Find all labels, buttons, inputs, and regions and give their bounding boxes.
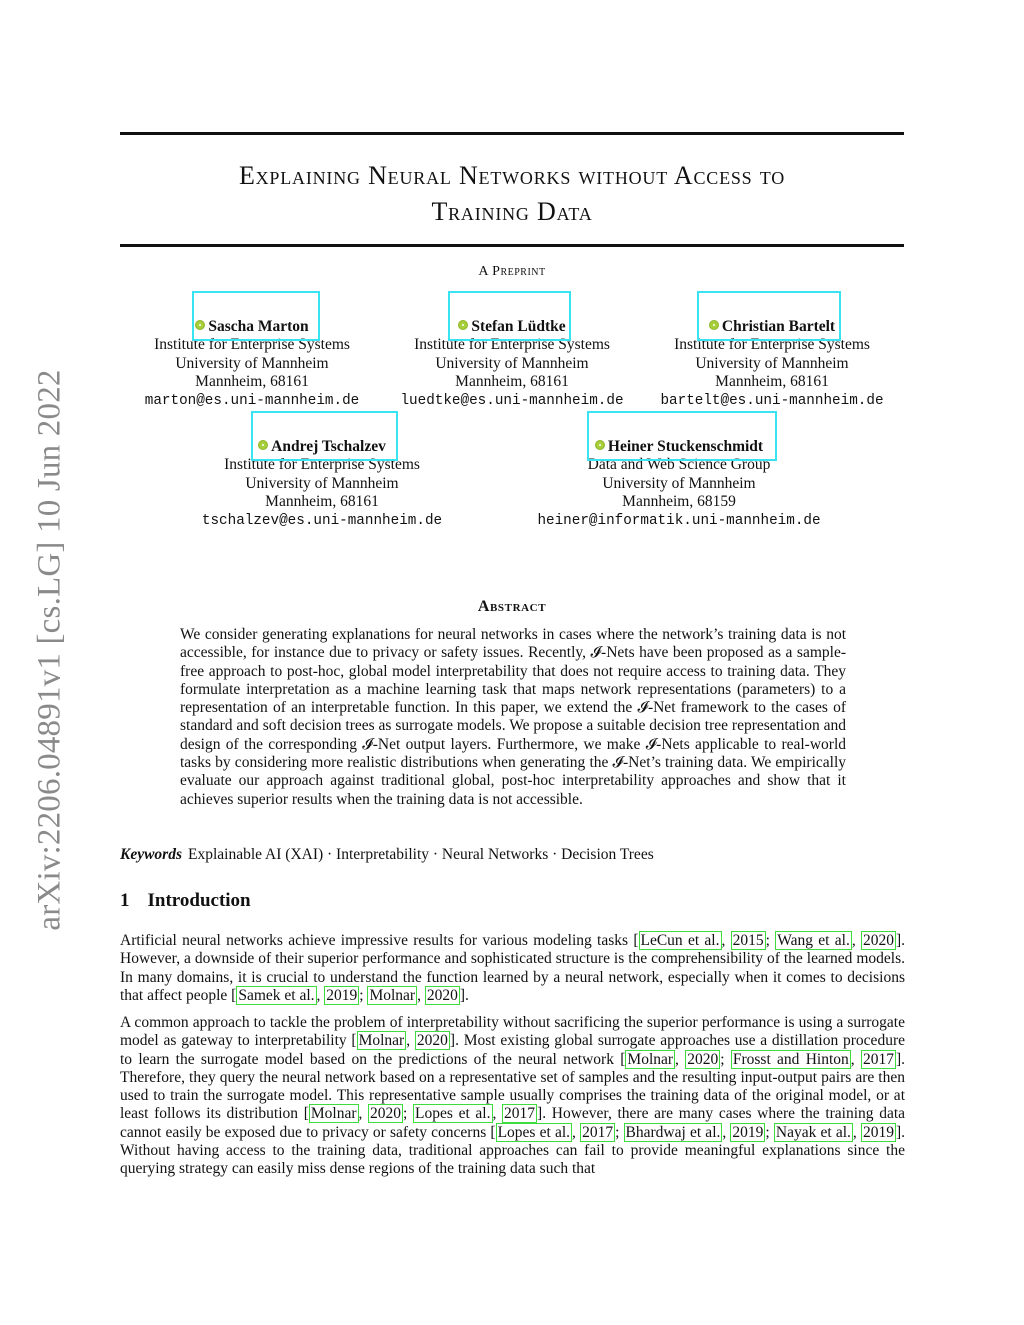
author-city: Mannheim, 68161 bbox=[195, 373, 309, 391]
author-university: University of Mannheim bbox=[175, 354, 329, 372]
paragraph-text: ]. However, there are many cases where the training data cannot easily be exposed due to privacy or safety concerns [ bbox=[120, 1105, 906, 1141]
citation-link[interactable]: Samek et al. bbox=[238, 986, 315, 1004]
paragraph-text: ]. Without having access to the training data, traditional approaches can fail to provide meaningful explanations since the querying strategy can easily miss dense regions of the training data such that bbox=[120, 1123, 906, 1178]
paragraph-text: ; bbox=[615, 1123, 624, 1141]
author-name[interactable]: Andrej Tschalzev bbox=[271, 438, 386, 455]
intro-paragraph-2 bbox=[120, 1014, 905, 1179]
author-university: University of Mannheim bbox=[695, 354, 849, 372]
citation-link[interactable]: Molnar bbox=[310, 1105, 357, 1123]
author-university: University of Mannheim bbox=[435, 354, 589, 372]
citation-link[interactable]: Molnar bbox=[358, 1032, 405, 1050]
citation-link[interactable]: 2019 bbox=[326, 986, 358, 1004]
citation-link[interactable]: Frosst and Hinton bbox=[732, 1050, 849, 1068]
citation-link[interactable]: 2015 bbox=[732, 932, 764, 949]
paragraph-text: ; bbox=[765, 1123, 774, 1141]
citation-link[interactable]: Lopes et al. bbox=[415, 1105, 491, 1123]
abstract-text: We consider generating explanations for neural networks in cases where the network’s training data is not accessible, for instance due to privacy or safety issues. Recently, 𝓘-Nets have been proposed as a sample-free approach to post-hoc, global model interpretability that does not require access to training data. They formulate interpretation as a machine learning task that maps network representations (parameters) to a representation of an interpretable function. In this paper, we extend the 𝓘-Net framework to the cases of standard and soft decision trees as surrogate models. We propose a suitable decision tree representation and design of the corresponding 𝓘-Net output layers. Furthermore, we make 𝓘-Nets applicable to real-world tasks by considering more realistic distributions when generating the 𝓘-Net’s training data. We empirically evaluate our approach against traditional global, post-hoc interpretability approaches and show that it achieves superior results when the training data is not accessible. bbox=[180, 626, 846, 808]
author-email[interactable]: tschalzev@es.uni-mannheim.de bbox=[201, 512, 443, 529]
citation-link[interactable]: 2020 bbox=[370, 1105, 402, 1123]
author-email[interactable]: luedtke@es.uni-mannheim.de bbox=[400, 392, 624, 409]
citation-link[interactable]: 2020 bbox=[426, 986, 458, 1004]
paragraph-text: , bbox=[851, 932, 861, 949]
author-block bbox=[640, 318, 904, 410]
paragraph-text: , bbox=[492, 1105, 503, 1123]
author-university: University of Mannheim bbox=[602, 474, 756, 492]
paragraph-text: , bbox=[852, 1123, 861, 1141]
top-rule bbox=[120, 132, 904, 135]
arxiv-identifier: arXiv:2206.04891v1 [cs.LG] 10 Jun 2022 bbox=[31, 369, 68, 931]
author-block bbox=[190, 438, 454, 530]
author-block bbox=[120, 318, 384, 410]
paragraph-text: ; bbox=[765, 932, 776, 949]
paragraph-text: ; bbox=[720, 1050, 731, 1068]
citation-link[interactable]: 2020 bbox=[862, 932, 894, 949]
author-email[interactable]: heiner@informatik.uni-mannheim.de bbox=[537, 512, 821, 529]
author-name[interactable]: Christian Bartelt bbox=[721, 318, 836, 335]
author-block bbox=[514, 438, 844, 530]
author-name[interactable]: Sascha Marton bbox=[208, 318, 309, 335]
title-line-2: Training Data bbox=[431, 197, 593, 226]
paragraph-text: ]. However, a downside of their superior performance and sophisticated structure is the comprehensibility of the learned models. In many domains, it is crucial to understand the function learned by a neural network, especially when it comes to decisions that affect people [ bbox=[120, 932, 906, 1004]
author-affiliation: Institute for Enterprise Systems bbox=[414, 336, 610, 354]
orcid-icon[interactable] bbox=[458, 320, 468, 330]
paragraph-text: A common approach to tackle the problem of interpretability without sacrificing the superior performance is using a surrogate model as gateway to interpretability [ bbox=[120, 1014, 905, 1050]
paragraph-text: ]. bbox=[459, 986, 469, 1004]
orcid-icon[interactable] bbox=[709, 320, 719, 330]
section-title: Introduction bbox=[147, 890, 251, 911]
paragraph-text: Artificial neural networks achieve impressive results for various modeling tasks [ bbox=[120, 932, 639, 949]
keywords-list: Explainable AI (XAI) · Interpretability · Neural Networks · Decision Trees bbox=[188, 846, 654, 863]
citation-link[interactable]: 2019 bbox=[862, 1123, 894, 1141]
citation-link[interactable]: 2020 bbox=[687, 1050, 719, 1068]
paragraph-text: ]. Therefore, they query the neural network based on a representative set of samples and the resulting input-output pairs are then used to train the surrogate model. This representative sample usually comprises the training data of the original model, or at least follows its distribution [ bbox=[120, 1050, 906, 1123]
author-name[interactable]: Heiner Stuckenschmidt bbox=[607, 438, 764, 455]
author-city: Mannheim, 68161 bbox=[455, 373, 569, 391]
author-email[interactable]: marton@es.uni-mannheim.de bbox=[144, 392, 360, 409]
citation-link[interactable]: Wang et al. bbox=[777, 932, 850, 949]
author-email[interactable]: bartelt@es.uni-mannheim.de bbox=[660, 392, 884, 409]
citation-link[interactable]: Molnar bbox=[627, 1050, 674, 1068]
author-affiliation: Institute for Enterprise Systems bbox=[224, 456, 420, 474]
author-affiliation: Institute for Enterprise Systems bbox=[674, 336, 870, 354]
paragraph-text: , bbox=[572, 1123, 581, 1141]
orcid-icon[interactable] bbox=[195, 320, 205, 330]
author-university: University of Mannheim bbox=[245, 474, 399, 492]
paragraph-text: ]. Most existing global surrogate approaches use a distillation procedure to learn the surrogate model based on the predictions of the neural network [ bbox=[120, 1032, 905, 1068]
orcid-icon[interactable] bbox=[595, 440, 605, 450]
paragraph-text: , bbox=[722, 1123, 731, 1141]
paragraph-text: , bbox=[406, 1032, 415, 1050]
title-line-1: Explaining Neural Networks without Access to bbox=[238, 161, 786, 190]
citation-link[interactable]: LeCun et al. bbox=[640, 932, 720, 949]
paragraph-text: , bbox=[850, 1050, 861, 1068]
author-block bbox=[384, 318, 640, 410]
citation-link[interactable]: Bhardwaj et al. bbox=[625, 1123, 721, 1141]
section-heading bbox=[120, 890, 251, 912]
keywords-line bbox=[120, 846, 654, 864]
author-city: Mannheim, 68161 bbox=[265, 493, 379, 511]
paragraph-text: , bbox=[417, 986, 425, 1004]
section-number: 1 bbox=[120, 890, 130, 911]
citation-link[interactable]: Molnar bbox=[369, 986, 416, 1004]
citation-link[interactable]: 2019 bbox=[732, 1123, 764, 1141]
paragraph-text: , bbox=[675, 1050, 686, 1068]
intro-paragraph-1 bbox=[120, 932, 905, 1005]
abstract-heading: Abstract bbox=[477, 598, 547, 615]
author-name[interactable]: Stefan Lüdtke bbox=[471, 318, 566, 335]
citation-link[interactable]: 2017 bbox=[862, 1050, 894, 1068]
orcid-icon[interactable] bbox=[258, 440, 268, 450]
citation-link[interactable]: 2020 bbox=[416, 1032, 448, 1050]
author-affiliation: Data and Web Science Group bbox=[587, 456, 771, 474]
paragraph-text: ; bbox=[359, 986, 368, 1004]
author-city: Mannheim, 68161 bbox=[715, 373, 829, 391]
bottom-rule bbox=[120, 244, 904, 247]
keywords-label: Keywords bbox=[120, 846, 182, 863]
paragraph-text: , bbox=[358, 1105, 369, 1123]
paragraph-text: , bbox=[721, 932, 731, 949]
preprint-label: A Preprint bbox=[478, 264, 546, 279]
citation-link[interactable]: Nayak et al. bbox=[775, 1123, 851, 1141]
citation-link[interactable]: 2017 bbox=[582, 1123, 614, 1141]
author-city: Mannheim, 68159 bbox=[622, 493, 736, 511]
author-affiliation: Institute for Enterprise Systems bbox=[154, 336, 350, 354]
paragraph-text: , bbox=[316, 986, 325, 1004]
citation-link[interactable]: Lopes et al. bbox=[497, 1123, 571, 1141]
paragraph-text: ; bbox=[403, 1105, 414, 1123]
paper-title bbox=[120, 158, 904, 230]
citation-link[interactable]: 2017 bbox=[504, 1105, 536, 1123]
